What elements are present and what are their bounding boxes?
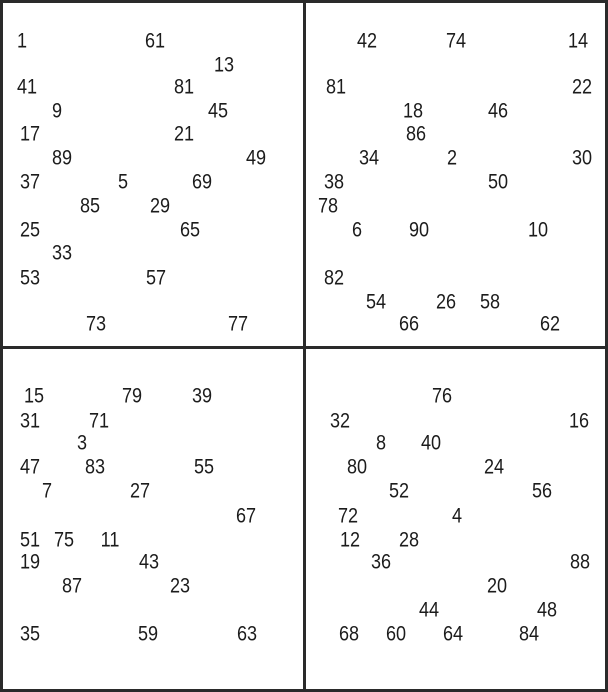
number-top-left-5: 9 <box>51 99 63 123</box>
number-bottom-right-20: 64 <box>442 622 464 646</box>
number-top-right-5: 18 <box>402 99 424 123</box>
number-bottom-left-1: 79 <box>121 384 143 408</box>
number-top-left-7: 17 <box>19 122 41 146</box>
number-bottom-left-12: 51 <box>19 528 41 552</box>
number-top-left-22: 77 <box>227 312 249 336</box>
number-bottom-right-0: 76 <box>431 384 453 408</box>
number-top-right-11: 38 <box>323 170 345 194</box>
number-top-right-20: 58 <box>479 290 501 314</box>
number-bottom-left-18: 23 <box>169 574 191 598</box>
number-top-left-6: 45 <box>207 99 229 123</box>
number-top-left-20: 57 <box>145 266 167 290</box>
number-top-left-1: 61 <box>144 29 166 53</box>
number-bottom-left-14: 11 <box>100 528 120 552</box>
number-bottom-right-18: 68 <box>338 622 360 646</box>
number-bottom-right-12: 28 <box>398 528 420 552</box>
number-bottom-left-17: 87 <box>61 574 83 598</box>
number-top-left-11: 37 <box>19 170 41 194</box>
number-bottom-right-21: 84 <box>518 622 540 646</box>
number-bottom-left-16: 43 <box>138 550 160 574</box>
number-bottom-left-20: 59 <box>137 622 159 646</box>
number-top-left-4: 81 <box>173 75 195 99</box>
number-top-right-4: 22 <box>571 75 593 99</box>
number-top-left-13: 69 <box>191 170 213 194</box>
number-bottom-left-5: 3 <box>76 431 88 455</box>
number-top-left-16: 25 <box>19 218 41 242</box>
number-bottom-left-0: 15 <box>23 384 45 408</box>
number-top-left-18: 33 <box>51 241 73 265</box>
number-bottom-right-7: 52 <box>388 479 410 503</box>
number-bottom-right-5: 80 <box>346 455 368 479</box>
number-top-right-0: 42 <box>356 29 378 53</box>
number-top-right-14: 6 <box>351 218 363 242</box>
number-top-left-10: 49 <box>245 146 267 170</box>
number-top-right-12: 50 <box>487 170 509 194</box>
number-top-right-2: 14 <box>567 29 589 53</box>
number-top-right-7: 86 <box>405 122 427 146</box>
number-top-left-8: 21 <box>173 122 195 146</box>
number-bottom-right-8: 56 <box>531 479 553 503</box>
number-bottom-left-8: 55 <box>193 455 215 479</box>
number-bottom-left-15: 19 <box>19 550 41 574</box>
number-bottom-left-2: 39 <box>191 384 213 408</box>
number-top-left-15: 29 <box>149 194 171 218</box>
number-bottom-left-4: 71 <box>88 409 110 433</box>
number-top-right-19: 26 <box>435 290 457 314</box>
number-top-left-9: 89 <box>51 146 73 170</box>
number-bottom-left-3: 31 <box>19 409 41 433</box>
number-bottom-left-13: 75 <box>53 528 75 552</box>
number-bottom-left-19: 35 <box>19 622 41 646</box>
number-top-left-0: 1 <box>16 29 28 53</box>
number-bottom-right-2: 16 <box>568 409 590 433</box>
number-bottom-left-7: 83 <box>84 455 106 479</box>
number-top-left-2: 13 <box>213 53 235 77</box>
number-top-right-18: 54 <box>365 290 387 314</box>
number-bottom-left-10: 27 <box>129 479 151 503</box>
number-top-right-21: 66 <box>398 312 420 336</box>
number-top-left-14: 85 <box>79 194 101 218</box>
number-bottom-left-6: 47 <box>19 455 41 479</box>
number-top-left-12: 5 <box>117 170 129 194</box>
number-top-right-15: 90 <box>408 218 430 242</box>
number-bottom-right-17: 48 <box>536 598 558 622</box>
number-bottom-right-11: 12 <box>339 528 361 552</box>
number-top-right-1: 74 <box>445 29 467 53</box>
number-bottom-right-14: 88 <box>569 550 591 574</box>
number-top-left-19: 53 <box>19 266 41 290</box>
number-top-right-22: 62 <box>539 312 561 336</box>
number-bottom-right-4: 40 <box>420 431 442 455</box>
number-top-right-6: 46 <box>487 99 509 123</box>
number-top-right-9: 2 <box>446 146 458 170</box>
number-bottom-right-1: 32 <box>329 409 351 433</box>
number-top-left-17: 65 <box>179 218 201 242</box>
number-bottom-right-13: 36 <box>370 550 392 574</box>
number-bottom-left-9: 7 <box>41 479 53 503</box>
number-top-left-21: 73 <box>85 312 107 336</box>
number-bottom-left-11: 67 <box>235 504 257 528</box>
number-bottom-right-3: 8 <box>375 431 387 455</box>
number-bottom-right-6: 24 <box>483 455 505 479</box>
number-top-right-13: 78 <box>317 194 339 218</box>
number-top-right-3: 81 <box>325 75 347 99</box>
number-bottom-right-15: 20 <box>486 574 508 598</box>
number-top-right-8: 34 <box>358 146 380 170</box>
number-top-right-10: 30 <box>571 146 593 170</box>
number-bottom-right-19: 60 <box>385 622 407 646</box>
number-top-left-3: 41 <box>16 75 38 99</box>
number-bottom-left-21: 63 <box>236 622 258 646</box>
number-bottom-right-10: 4 <box>451 504 463 528</box>
number-top-right-17: 82 <box>323 266 345 290</box>
number-bottom-right-9: 72 <box>337 504 359 528</box>
number-top-right-16: 10 <box>527 218 549 242</box>
number-bottom-right-16: 44 <box>418 598 440 622</box>
